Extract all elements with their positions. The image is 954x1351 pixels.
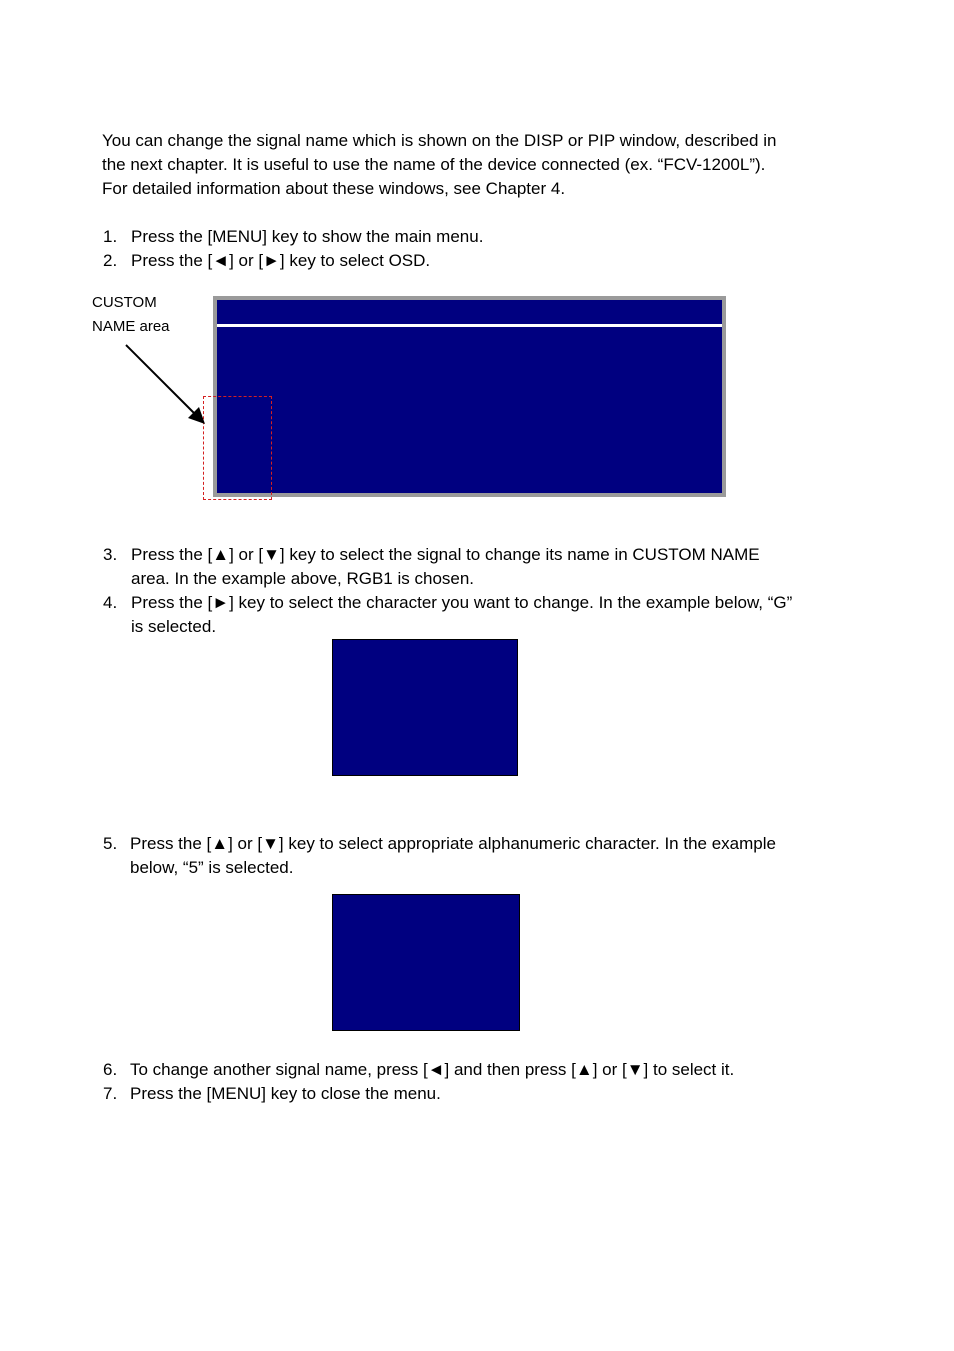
step-number: 2. <box>103 251 118 270</box>
step-number: 5. <box>103 834 118 853</box>
step-number: 4. <box>103 593 118 612</box>
character-change-screenshot <box>332 894 520 1031</box>
step-text: Press the [MENU] key to show the main menu. <box>131 227 484 246</box>
step-number: 7. <box>103 1084 118 1103</box>
step-text: To change another signal name, press [◄] and then press [▲] or [▼] to select it. <box>130 1060 735 1079</box>
step-text: Press the [◄] or [►] key to select OSD. <box>131 251 431 270</box>
intro-line-3: For detailed information about these windows, see Chapter 4. <box>102 179 566 198</box>
step-text: Press the [MENU] key to close the menu. <box>130 1084 441 1103</box>
step-number: 1. <box>103 227 118 246</box>
character-select-screenshot <box>332 639 518 776</box>
intro-line-2: the next chapter. It is useful to use the name of the device connected (ex. “FCV-1200L”). <box>102 155 766 174</box>
step-number: 3. <box>103 545 118 564</box>
callout-label-line-2: NAME area <box>92 318 170 335</box>
step-text-continued: below, “5” is selected. <box>130 858 294 877</box>
intro-line-1: You can change the signal name which is shown on the DISP or PIP window, described in <box>102 131 777 150</box>
step-number: 6. <box>103 1060 118 1079</box>
step-text: Press the [►] key to select the character you want to change. In the example below, “G” <box>131 593 793 612</box>
step-text-continued: area. In the example above, RGB1 is chosen. <box>131 569 475 588</box>
step-text-continued: is selected. <box>131 617 217 636</box>
step-text: Press the [▲] or [▼] key to select the signal to change its name in CUSTOM NAME <box>131 545 760 564</box>
step-text: Press the [▲] or [▼] key to select appropriate alphanumeric character. In the example <box>130 834 776 853</box>
callout-label-line-1: CUSTOM <box>92 294 157 311</box>
